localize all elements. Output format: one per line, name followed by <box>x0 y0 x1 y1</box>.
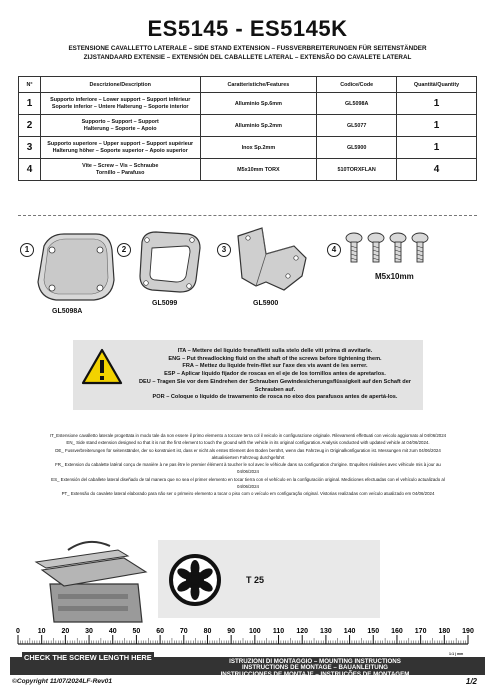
warning-line-fra: FRA – Mettez du liquide frein-filet sur l'axe des vis avant de les serrer. <box>182 363 368 370</box>
document-title: ES5145 - ES5145K <box>147 16 348 41</box>
ruler-tick-label: 90 <box>227 628 236 635</box>
ruler-scale-tag: 1:1 | mm <box>449 652 464 656</box>
part-1-number: 1 <box>20 243 34 257</box>
table-header-row <box>19 77 477 93</box>
part-4-number: 4 <box>327 243 341 257</box>
row-features: M5x10mm TORX <box>200 159 317 181</box>
lower-support-drawing <box>30 228 118 308</box>
part-2-code: GL5099 <box>152 300 178 307</box>
threadlock-warning-text <box>130 348 420 402</box>
ruler-tick-label: 0 <box>16 628 20 635</box>
toolbox-icon <box>28 532 158 632</box>
warning-triangle-icon <box>80 347 124 387</box>
row-description <box>40 159 200 181</box>
instructions-line-2: INSTRUCTIONS DE MONTAGE – BAUANLEITUNG <box>242 664 388 672</box>
row-description-line: Halterung – Soporte – Apoio <box>83 125 157 132</box>
col-header-number: N° <box>19 77 41 93</box>
instructions-line-3: INSTRUCCIONES DE MONTAJE – INSTRUÇÕES DE MONTAGEM <box>220 670 410 678</box>
screw-length-ruler <box>0 624 495 654</box>
row-description-line: Soporte inferior – Untere Halterung – Soporte interior <box>51 103 189 110</box>
row-number: 2 <box>19 115 41 137</box>
row-number: 3 <box>19 137 41 159</box>
ruler-tick-label: 10 <box>37 628 46 635</box>
ruler-tick-label: 70 <box>179 628 188 635</box>
row-description-line: Supporto inferiore – Lower support – Support inférieur <box>50 96 191 103</box>
warning-line-eng: ENG – Put threadlocking fluid on the shaft of the screws before tightening them. <box>168 355 382 362</box>
part-1-code: GL5098A <box>52 308 83 315</box>
note-de: DE_ Fussverbreiterungen für seitenständer, der so konstruiert ist, dass er nicht als erstes Element den Boden berührt, wenn das Fahrzeug in Originalkonfiguration ist. Messungen mit zum 04/06/2024 aktualisiertem Fahrzeug durchgeführt <box>55 447 441 460</box>
row-description-line: Supporto – Support – Support <box>81 118 159 125</box>
ruler-tick-label: 140 <box>343 628 356 635</box>
dashed-separator <box>18 215 477 216</box>
note-it: IT_Estensione cavalletto laterale progettata in modo tale da non essere il primo elemento a toccare terra col il veicolo in configurazione originale. Rilevamenti effettuati con veicolo aggiornato al 04/06/2024 <box>49 433 447 438</box>
side-stand-notes <box>48 432 448 498</box>
part-3-code: GL5900 <box>253 300 279 307</box>
ruler-tick-label: 60 <box>156 628 165 635</box>
col-header-features: Caratteristiche/Features <box>200 77 317 93</box>
ruler-tick-label: 180 <box>438 628 451 635</box>
support-plate-drawing <box>130 226 210 300</box>
ruler-tick-label: 110 <box>272 628 285 635</box>
note-es: ES_ Extensión del caballete lateral diseñado de tal manera que no sea el primer elemento en tocar tierra con el vehículo en la configuración original. Mediciones efectuadas con el vehículo actualizado al 04/06/2024 <box>51 476 445 490</box>
ruler-tick-label: 160 <box>391 628 403 635</box>
col-header-description: Descrizione/Description <box>40 77 200 93</box>
table-row <box>19 159 477 181</box>
note-en: EN_ Side stand extension designed so that it is not the first element to touch the ground with the vehicle in its original configuration.Analysis conducted with updated vehicle at 04/06/2024. <box>66 440 430 446</box>
row-description-line: Tornillo – Parafuso <box>96 169 145 176</box>
ruler-tick-label: 80 <box>203 628 212 635</box>
warning-line-por: POR – Coloque o líquido de travamento de rosca no eixo dos parafusos antes de apertá-los. <box>152 394 398 401</box>
torx-size-label: T 25 <box>246 575 265 585</box>
mounting-instructions-title <box>200 659 430 678</box>
row-features: Alluminio Sp.2mm <box>200 115 317 137</box>
subtitle-line-2: ZIJSTANDAARD EXTENSIE – EXTENSIÓN DEL CABALLETE LATERAL – EXTENSÃO DO CAVALETE LATERAL <box>83 54 412 61</box>
row-features: Alluminio Sp.6mm <box>200 93 317 115</box>
row-number: 1 <box>19 93 41 115</box>
screws-drawing <box>342 230 438 270</box>
ruler-tick-label: 100 <box>248 628 261 635</box>
row-quantity: 4 <box>397 159 477 181</box>
page-number: 1/2 <box>465 677 477 686</box>
row-description <box>40 115 200 137</box>
part-4-code: M5x10mm <box>375 272 414 281</box>
ruler-tick-label: 50 <box>132 628 141 635</box>
table-row <box>19 137 477 159</box>
part-3-number: 3 <box>217 243 231 257</box>
ruler-tick-label: 190 <box>462 628 474 635</box>
row-quantity: 1 <box>397 115 477 137</box>
row-code: GL5098A <box>317 93 397 115</box>
part-2-number: 2 <box>117 243 131 257</box>
table-row <box>19 93 477 115</box>
col-header-quantity: Quantità/Quantity <box>397 77 477 93</box>
row-description <box>40 137 200 159</box>
table-row <box>19 115 477 137</box>
ruler-tick-label: 150 <box>367 628 380 635</box>
copyright-notice: ©Copyright 11/07/2024LF-Rev01 <box>12 678 113 685</box>
row-description-line: Supporto superiore – Upper support – Support supérieur <box>47 140 194 147</box>
row-description <box>40 93 200 115</box>
upper-support-drawing <box>232 224 312 296</box>
warning-line-esp: ESP – Aplicar líquido fijador de roscas en el eje de los tornillos antes de apretarlos. <box>164 371 386 378</box>
instructions-line-1: ISTRUZIONI DI MONTAGGIO – MOUNTING INSTRUCTIONS <box>229 658 401 665</box>
row-description-line: Halterung höher – Soporte superior – Apoio superior <box>52 147 188 154</box>
note-pt: PT_ Extensão do cavalete lateral elaborado para não ser o primeiro elemento a tocar o piso com o veículo em configuração original. Vistorias realizadas com veículo atualizado em 04/06/2024 <box>61 491 435 497</box>
ruler-tick-label: 170 <box>414 628 427 635</box>
row-quantity: 1 <box>397 137 477 159</box>
parts-table <box>18 76 477 181</box>
row-description-line: Vite – Screw – Vis – Schraube <box>82 162 159 169</box>
ruler-tick-label: 40 <box>108 628 117 635</box>
col-header-code: Codice/Code <box>317 77 397 93</box>
ruler-tick-label: 120 <box>296 628 309 635</box>
warning-line-deu: DEU – Tragen Sie vor dem Eindrehen der Schrauben Gewindesicherungsflüssigkeit auf den Schaft der Schrauben auf. <box>139 378 411 393</box>
ruler-tick-label: 20 <box>61 628 70 635</box>
row-quantity: 1 <box>397 93 477 115</box>
row-features: Inox Sp.2mm <box>200 137 317 159</box>
subtitle-line-1: ESTENSIONE CAVALLETTO LATERALE – SIDE STAND EXTENSION – FUSSVERBREITERUNGEN FÜR SEITENSTÄNDER <box>68 45 427 52</box>
note-fr: FR_ Extension du cabalette latéral conçu de manière à ne pas être le premier élément à toucher le sol avec le véhicule dans sa configuration d'origine. Enquêtes réalisées avec véhicule mis à jour au 04/06/2024 <box>55 462 441 475</box>
row-code: GL5900 <box>317 137 397 159</box>
torx-star-icon <box>168 553 222 607</box>
ruler-tick-label: 130 <box>320 628 332 635</box>
warning-line-ita: ITA – Mettere del liquido frenafiletti sulla stelo delle viti prima di avvitarle. <box>177 348 373 354</box>
row-code: GL5077 <box>317 115 397 137</box>
document-subtitle <box>20 44 475 62</box>
row-number: 4 <box>19 159 41 181</box>
row-code: 510TORXFLAN <box>317 159 397 181</box>
ruler-tick-label: 30 <box>85 628 93 635</box>
check-screw-length-label: CHECK THE SCREW LENGTH HERE <box>24 653 152 662</box>
